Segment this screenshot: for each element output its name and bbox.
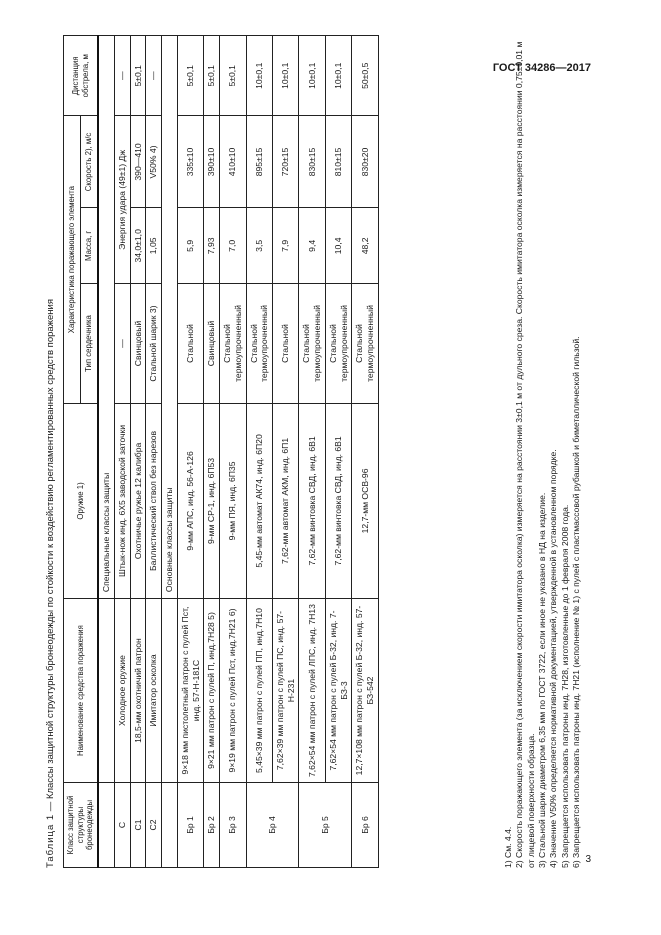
table-row <box>273 36 299 868</box>
table-row <box>246 36 272 868</box>
name-cell: 18,5-мм охотничий патрон <box>130 599 146 783</box>
mass-cell: 1,05 <box>146 208 162 284</box>
distance-cell: 5±0,1 <box>177 36 203 117</box>
core-cell: Стальной термоупрочненный <box>246 284 272 404</box>
table-row <box>299 36 325 868</box>
header-distance: Дистанция обстрела, м <box>64 36 99 117</box>
speed-cell: 810±15 <box>325 116 351 208</box>
footnote: 2) Скорость поражающего элемента (за исключением скорости имитатора осколка) измеряется на расстоянии 3±0,1 м от дульного среза. Скорость имитатора осколка измеряется на расстоянии 0,75±0,01 м от лицевой поверхности образца. <box>514 41 536 868</box>
name-cell: 7,62×54 мм патрон с пулей ЛПС, инд. 7Н13 <box>299 599 325 783</box>
table-caption <box>45 299 56 868</box>
core-cell: Стальной термоупрочненный <box>299 284 325 404</box>
distance-cell: — <box>114 36 130 117</box>
protection-classes-table <box>63 35 379 868</box>
distance-cell: 5±0,1 <box>204 36 220 117</box>
speed-cell: 390±10 <box>204 116 220 208</box>
class-cell: Бр 2 <box>204 782 220 867</box>
mass-cell: 7,93 <box>204 208 220 284</box>
distance-cell: — <box>146 36 162 117</box>
name-cell: 9×18 мм пистолетный патрон с пулей Пст, инд. 57-Н-181С <box>177 599 203 783</box>
speed-cell: 830±20 <box>352 116 378 208</box>
rotated-table-area <box>45 35 585 868</box>
core-cell: Стальной термоупрочненный <box>325 284 351 404</box>
name-cell: Имитатор осколка <box>146 599 162 783</box>
speed-cell: 335±10 <box>177 116 203 208</box>
name-cell: 9×21 мм патрон с пулей П, инд.7Н28 5) <box>204 599 220 783</box>
distance-cell: 10±0,1 <box>246 36 272 117</box>
footnote: 1) См. 4.4. <box>503 826 513 868</box>
section-row <box>98 36 114 868</box>
class-cell: С1 <box>130 782 146 867</box>
header-core-type: Тип сердечника <box>81 284 99 404</box>
speed-cell: V50% 4) <box>146 116 162 208</box>
speed-cell: 390—410 <box>130 116 146 208</box>
mass-cell: 48,2 <box>352 208 378 284</box>
footnote: 6) Запрещается использовать патроны инд. 7Н21 (исполнение № 1) с пулей с пластмассовой рубашкой и биметаллической гильзой. <box>571 336 582 868</box>
table-row <box>130 36 146 868</box>
weapon-cell: Баллистический ствол без нарезов <box>146 403 162 598</box>
weapon-cell: 9-мм ПЯ, инд. 6П35 <box>220 403 246 598</box>
header-mass: Масса, г <box>81 208 99 284</box>
name-cell: 5,45×39 мм патрон с пулей ПП, инд.7Н10 <box>246 599 272 783</box>
weapon-cell: 12,7-мм ОСВ-96 <box>352 403 378 598</box>
name-cell: 9×19 мм патрон с пулей Пст, инд.7Н21 6) <box>220 599 246 783</box>
header-name: Наименование средства поражения <box>64 599 99 783</box>
name-cell: Холодное оружие <box>114 599 130 783</box>
class-cell: Бр 4 <box>246 782 299 867</box>
class-cell: Бр 3 <box>220 782 246 867</box>
class-cell: С2 <box>146 782 162 867</box>
table-row <box>352 36 378 868</box>
weapon-cell: Охотничье ружье 12 калибра <box>130 403 146 598</box>
header-speed: Скорость 2), м/с <box>81 116 99 208</box>
mass-cell: 9,4 <box>299 208 325 284</box>
name-cell: 12,7×108 мм патрон с пулей Б-32, инд. 57-БЗ-542 <box>352 599 378 783</box>
distance-cell: 5±0,1 <box>220 36 246 117</box>
mass-cell: 34,0±1,0 <box>130 208 146 284</box>
core-cell: Стальной термоупрочненный <box>352 284 378 404</box>
core-cell: Свинцовый <box>204 284 220 404</box>
name-cell: 7,62×39 мм патрон с пулей ПС, инд. 57-Н-231 <box>273 599 299 783</box>
page-number: 3 <box>585 854 591 865</box>
weapon-cell: 7,62-мм винтовка СВД, инд. 6В1 <box>299 403 325 598</box>
distance-cell: 10±0,1 <box>273 36 299 117</box>
core-cell: Стальной <box>177 284 203 404</box>
section-main: Основные классы защиты <box>162 36 178 599</box>
standard-number: ГОСТ 34286—2017 <box>492 62 591 74</box>
class-cell: Бр 6 <box>352 782 378 867</box>
name-cell: 7,62×54 мм патрон с пулей Б-32, инд. 7-БЗ-3 <box>325 599 351 783</box>
section-row <box>162 36 178 868</box>
weapon-cell: 7,62-мм автомат АКМ, инд. 6П1 <box>273 403 299 598</box>
speed-cell: 720±15 <box>273 116 299 208</box>
core-cell: Свинцовый <box>130 284 146 404</box>
mass-cell: 10,4 <box>325 208 351 284</box>
mass-cell: 7,0 <box>220 208 246 284</box>
table-row <box>204 36 220 868</box>
weapon-cell: 5,45-мм автомат АК74, инд. 6П20 <box>246 403 272 598</box>
caption-prefix: Таблица 1 <box>45 813 56 868</box>
core-cell: Стальной шарик 3) <box>146 284 162 404</box>
header-weapon: Оружие 1) <box>64 403 99 598</box>
header-characteristics: Характеристика поражающего элемента <box>64 116 81 403</box>
distance-cell: 5±0,1 <box>130 36 146 117</box>
distance-cell: 10±0,1 <box>325 36 351 117</box>
class-cell: С <box>114 782 130 867</box>
weapon-cell: 9-мм АПС, инд. 56-А-126 <box>177 403 203 598</box>
mass-cell: 7,9 <box>273 208 299 284</box>
table-footnotes <box>503 35 582 868</box>
class-cell: Бр 5 <box>299 782 352 867</box>
weapon-cell: 7,62-мм винтовка СВД, инд. 6В1 <box>325 403 351 598</box>
core-cell: Стальной <box>273 284 299 404</box>
table-row <box>220 36 246 868</box>
header-class: Класс защитной структуры бронеодежды <box>64 782 99 867</box>
speed-cell: 410±10 <box>220 116 246 208</box>
table-row <box>114 36 130 868</box>
footnote: 3) Стальной шарик диаметром 6,35 мм по ГОСТ 3722, если иное не указано в НД на изделие. <box>537 492 548 868</box>
weapon-cell: Штык-нож инд. 6Х5 заводской заточки <box>114 403 130 598</box>
footnote: 4) Значение V50% определяется нормативной документацией, утвержденной в установленном порядке. <box>548 449 559 868</box>
core-cell: — <box>114 284 130 404</box>
footnote: 5) Запрещается использовать патроны инд. 7Н28, изготовленные до 1 февраля 2008 года. <box>559 504 570 868</box>
table-row <box>146 36 162 868</box>
speed-cell: 895±15 <box>246 116 272 208</box>
table-row <box>325 36 351 868</box>
header-row <box>64 36 81 868</box>
core-cell: Стальной термоупрочненный <box>220 284 246 404</box>
table-row <box>177 36 203 868</box>
mass-cell: 3,5 <box>246 208 272 284</box>
distance-cell: 50±0,5 <box>352 36 378 117</box>
distance-cell: 10±0,1 <box>299 36 325 117</box>
caption-text: — Классы защитной структуры бронеодежды по стойкости к воздействию регламентированных средств поражения <box>45 298 56 812</box>
section-special: Специальные классы защиты <box>98 36 114 599</box>
class-cell: Бр 1 <box>177 782 203 867</box>
speed-cell: 830±15 <box>299 116 325 208</box>
mass-cell: 5,9 <box>177 208 203 284</box>
mass-cell: Энергия удара (49±1) Дж <box>114 116 130 284</box>
weapon-cell: 9-мм СР-1, инд. 6П53 <box>204 403 220 598</box>
